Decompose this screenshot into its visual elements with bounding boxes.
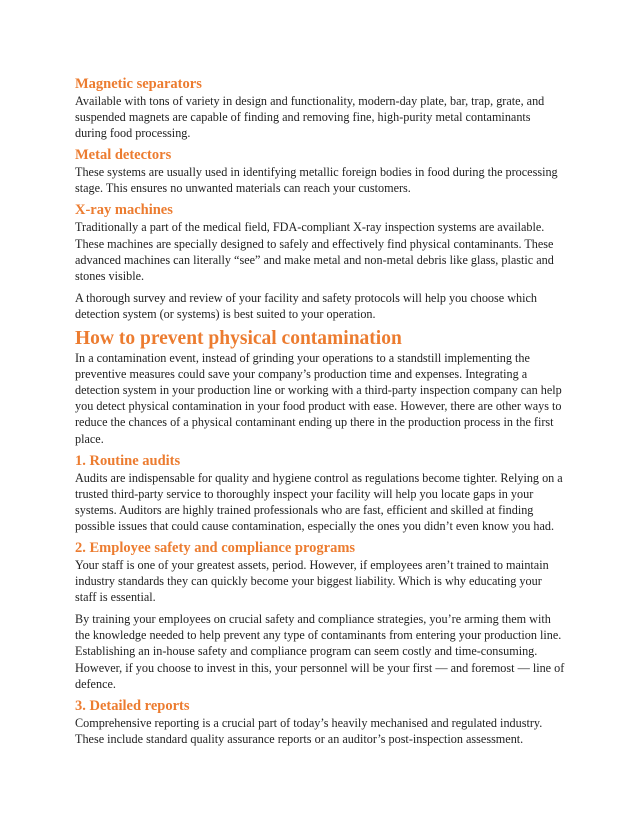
paragraph-routine-audits: Audits are indispensable for quality and hygiene control as regulations become tighter. Relying on a trusted third-party service to thoroughly inspect your facility will help you locate gaps in your systems. Auditors are highly trained professionals who are fast, efficient and skilled at finding possible issues that could cause contamination, especially the ones you didn’t even know you had. <box>75 470 563 533</box>
paragraph-prevent-intro: In a contamination event, instead of grinding your operations to a standstill implementing the preventive measures could save your company’s production time and expenses. Integrating a detection system in your production line or working with a third-party inspection company can help you detect physical contamination in your food product with ease. However, there are other ways to reduce the chances of a physical contaminant ending up there in the production process in the first place. <box>75 351 562 446</box>
paragraph-x-ray-machines: Traditionally a part of the medical field, FDA-compliant X-ray inspection systems are available. These machines are specially designed to safely and effectively find physical contaminants. These advanced machines can literally “see” and make metal and non-metal debris like glass, plastic and stones visible. <box>75 220 554 283</box>
document-page <box>75 76 565 747</box>
heading-detailed-reports: 3. Detailed reports <box>75 697 190 714</box>
heading-metal-detectors: Metal detectors <box>75 147 172 164</box>
paragraph-employee-programs-1: Your staff is one of your greatest assets, period. However, if employees aren’t trained to maintain industry standards they can quickly become your biggest liability. Which is why educating your staff is essential. <box>75 557 549 605</box>
heading-routine-audits: 1. Routine audits <box>75 452 181 469</box>
paragraph-detection-survey: A thorough survey and review of your facility and safety protocols will help you choose which detection system (or systems) is best suited to your operation. <box>75 290 537 321</box>
paragraph-metal-detectors: These systems are usually used in identifying metallic foreign bodies in food during the processing stage. This ensures no unwanted materials can reach your customers. <box>75 165 558 196</box>
paragraph-magnetic-separators: Available with tons of variety in design and functionality, modern-day plate, bar, trap, grate, and suspended magnets are capable of finding and removing fine, high-purity metal contaminants during food processing. <box>75 94 545 141</box>
paragraph-employee-programs-2: By training your employees on crucial safety and compliance strategies, you’re arming them with the knowledge needed to help prevent any type of contaminants from entering your production line. Establishing an in-house safety and compliance program can seem costly and time-consuming. However, if you choose to invest in this, your personnel will be your first — and foremost — line of defence. <box>75 612 565 691</box>
heading-x-ray-machines: X-ray machines <box>75 202 173 219</box>
heading-employee-programs: 2. Employee safety and compliance programs <box>75 539 356 556</box>
heading-prevent-contamination: How to prevent physical contamination <box>75 328 402 350</box>
paragraph-detailed-reports: Comprehensive reporting is a crucial part of today’s heavily mechanised and regulated industry. These include standard quality assurance reports or an auditor’s post-inspection assessment. <box>75 715 543 746</box>
heading-magnetic-separators: Magnetic separators <box>75 76 202 92</box>
